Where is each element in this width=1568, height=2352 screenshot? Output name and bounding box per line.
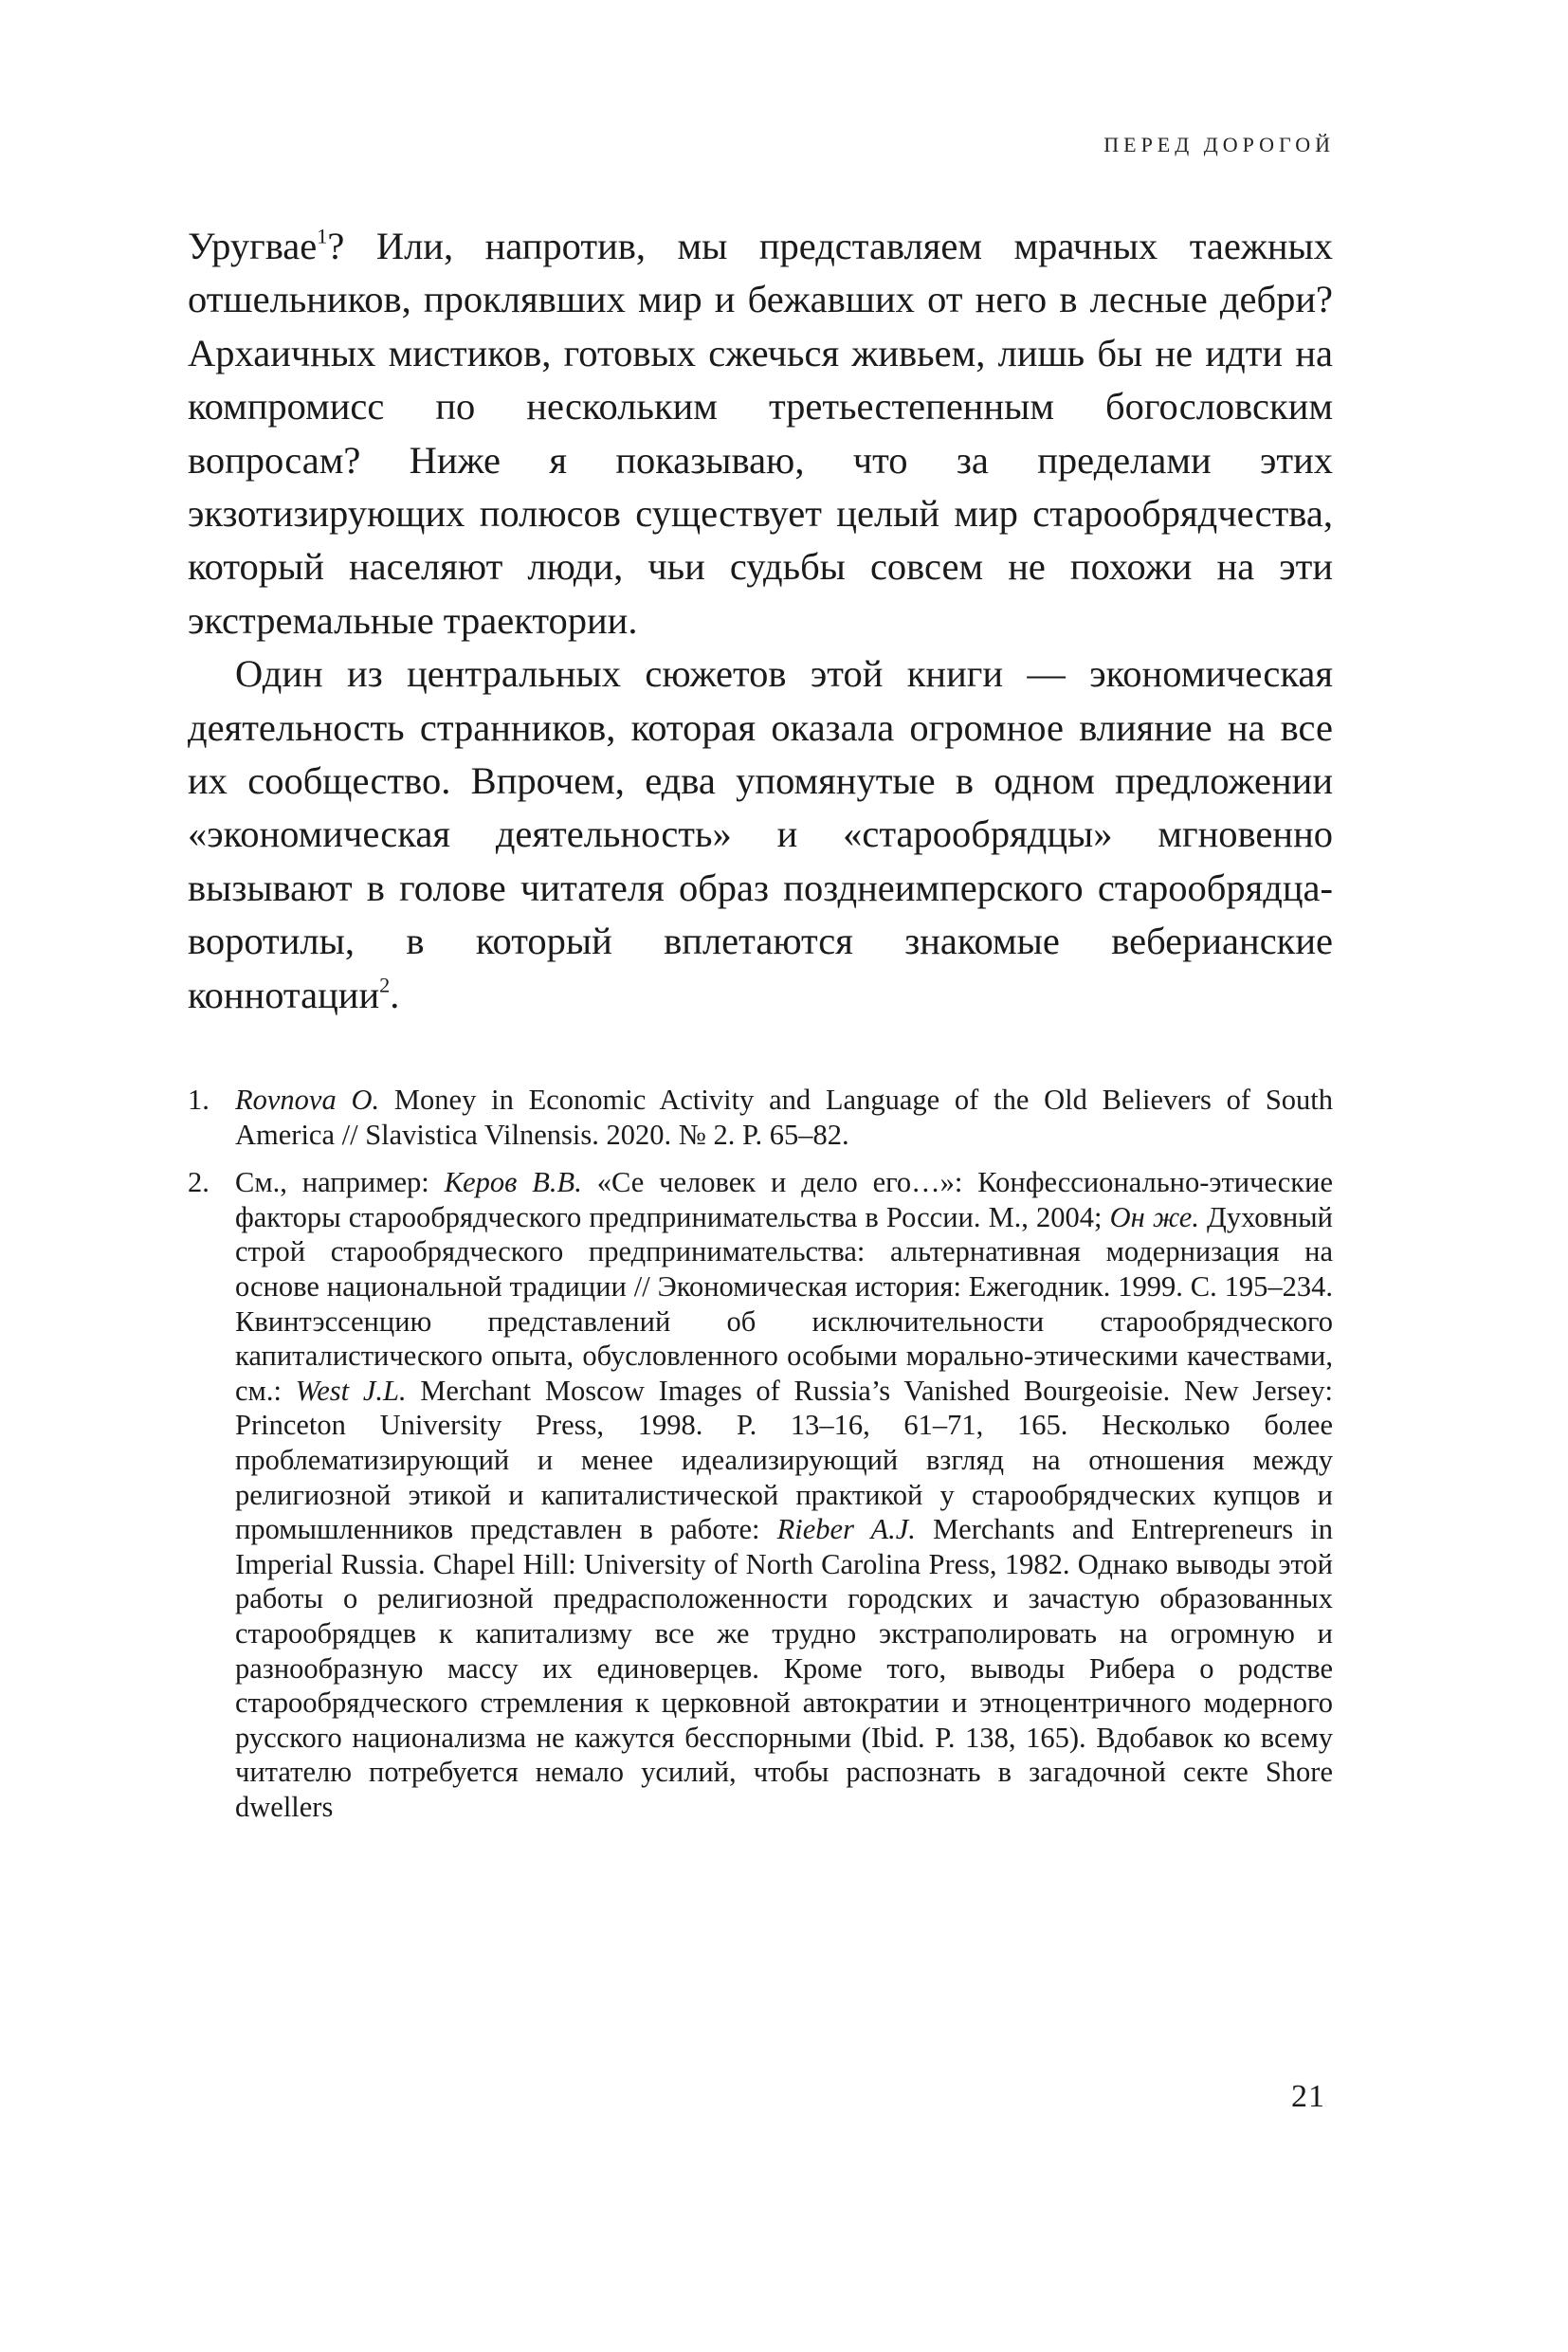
- footnote-author: Rovnova O.: [235, 1084, 380, 1116]
- footnote-number: 2.: [188, 1166, 210, 1199]
- footnote-text: См., например:: [235, 1166, 445, 1199]
- footnote-author: West J.L.: [295, 1374, 407, 1407]
- paragraph-2-text: Один из центральных сюжетов этой книги — экономическая деятельность странников, которая оказала огромное влияние на все их сообщество. Впрочем, едва упомянутые в одном предложении «экономическая деятельность» и «старообрядцы» мгновенно вызывают в голове читателя образ позднеимперского старообрядца-воротилы, в который вплетаются знакомые веберианские коннотации: [188, 652, 1333, 1016]
- footnote-text: Money in Economic Activity and Language of the Old Believers of South America // Slavistica Vilnensis. 2020. № 2. P. 65–82.: [235, 1084, 1334, 1151]
- paragraph-1: [188, 220, 1333, 647]
- footnote-text: Merchants and Entrepreneurs in Imperial Russia. Chapel Hill: University of North Carolina Press, 1982. Однако выводы этой работы о религиозной предрасположенности городских и зачастую образованных старообрядцев к капитализму все же трудно экстраполировать на огромную и разнообразную массу их единоверцев. Кроме того, выводы Рибера о родстве старообрядческого стремления к церковной автократии и этноцентричного модерного русского национализма не кажутся бесспорными (Ibid. P. 138, 165). Вдобавок ко всему читателю потребуется немало усилий, чтобы распознать в загадочной секте Shore dwellers: [235, 1513, 1333, 1823]
- paragraph-2-end: .: [390, 973, 400, 1016]
- footnote-1: [188, 1083, 1333, 1152]
- footnote-number: 1.: [188, 1084, 210, 1116]
- footnote-ref-1: 1: [317, 224, 328, 248]
- footnote-text: «Се человек и дело его…»: Конфессионально-этические факторы старообрядческого предпринимательства в России. М., 2004;: [235, 1166, 1333, 1233]
- footnote-text: Духовный строй старообрядческого предпринимательства: альтернативная модернизация на основе национальной традиции // Экономическая история: Ежегодник. 1999. С. 195–234. Квинтэссенцию представлений об исключительности старообрядческого капиталистического опыта, обусловленного особыми морально-этическими качествами, см.:: [235, 1200, 1333, 1407]
- running-head: ПЕРЕД ДОРОГОЙ: [1103, 133, 1335, 156]
- footnote-2: [188, 1165, 1333, 1824]
- footnote-ref-2: 2: [379, 972, 391, 996]
- footnote-text: Merchant Moscow Images of Russia’s Vanished Bourgeoisie. New Jersey: Princeton University Press, 1998. P. 13–16, 61–71, 165. Несколько более проблематизирующий и менее идеализирующий взгляд на отношения между религиозной этикой и капиталистической практикой у старообрядческих купцов и промышленников представлен в работе:: [235, 1374, 1333, 1546]
- footnote-author: Керов В.В.: [444, 1166, 582, 1199]
- paragraph-1-rest: ? Или, напротив, мы представляем мрачных таежных отшельников, проклявших мир и бежавших от него в лесные дебри? Архаичных мистиков, готовых сжечься живьем, лишь бы не идти на компромисс по нескольким третьестепенным богословским вопросам? Ниже я показываю, что за пределами этих экзотизирующих полюсов существует целый мир старообрядчества, который населяют люди, чьи судьбы совсем не похожи на эти экстремальные траектории.: [188, 225, 1333, 642]
- footnote-author: Rieber A.J.: [776, 1513, 916, 1546]
- paragraph-2: [188, 647, 1333, 1022]
- main-text: [188, 220, 1333, 1022]
- paragraph-1-start: Уругвае: [188, 225, 318, 267]
- footnotes: [188, 1083, 1333, 1837]
- footnote-author: Он же.: [1109, 1200, 1199, 1233]
- page-number: 21: [1291, 2079, 1325, 2114]
